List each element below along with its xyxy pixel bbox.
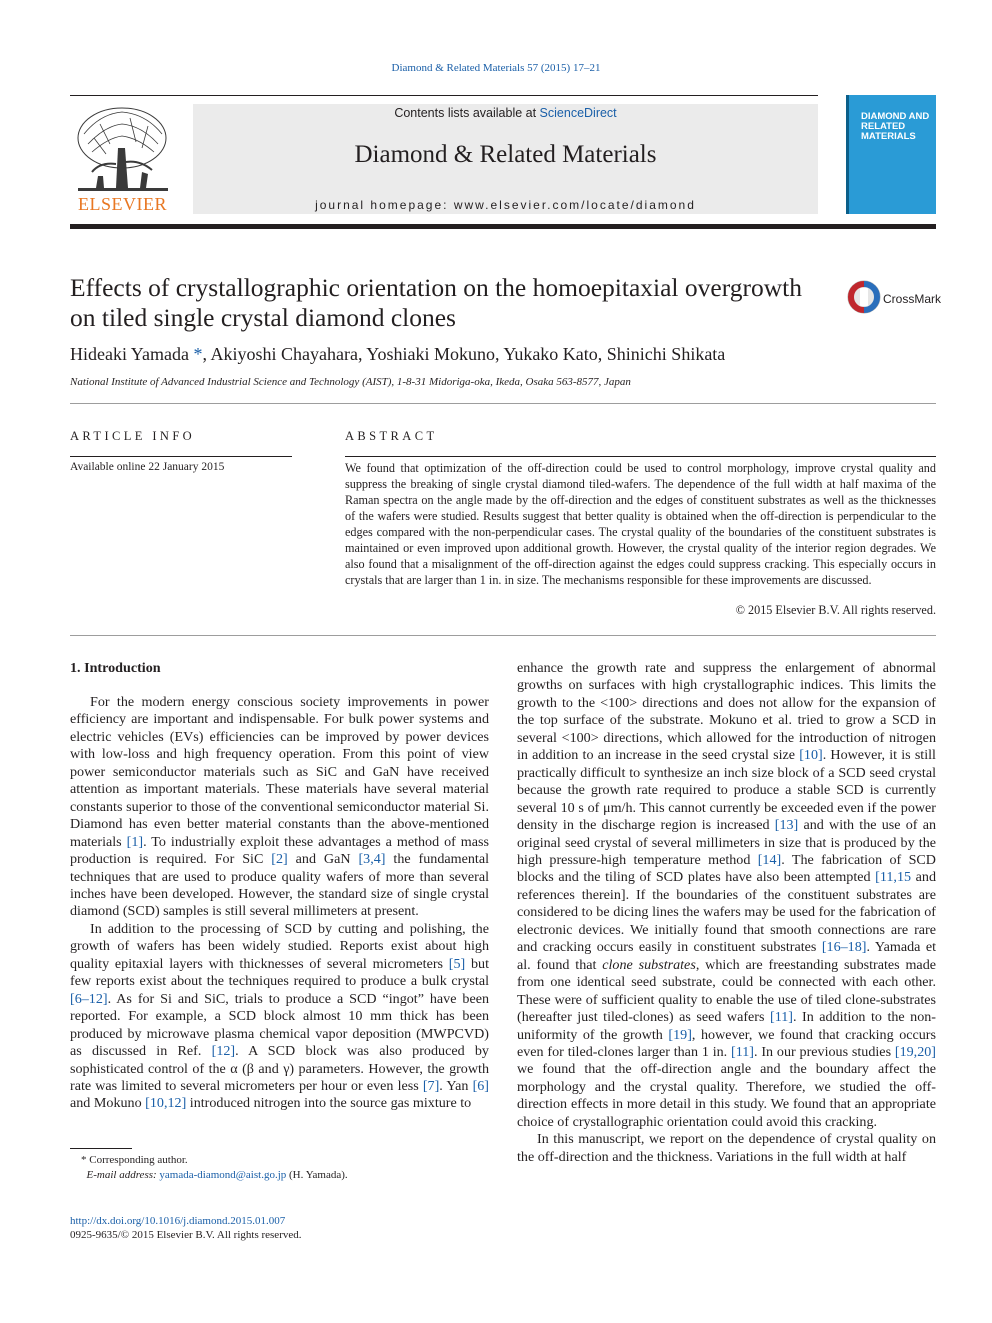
header-top-rule	[70, 95, 818, 96]
citation-link[interactable]: [6–12]	[70, 990, 108, 1007]
paragraph-3: enhance the growth rate and suppress the enlargement of abnormal growths on surfaces with high crystallographic indices. This limits the growth to the <100> directions and does not allow for the expansion of the top surface of the substrate. Mokuno et al. tried to grow a SCD in several <100> directions, which allowed for the introduction of nitrogen in addition to an increase in the seed crystal size [10]. However, it is still practically difficult to synthesize an inch size block of a SCD seed crystal because the growth rate required to produce a stable SCD is currently several 10 s of μm/h. This cannot currently be exceeded even if the power density in the discharge region is increased [13] and with the use of an original seed crystal of several millimeters in size that is produced by the high pressure-high temperature method [14]. The fabrication of SCD blocks and the tiling of SCD plates have also been attempted [11,15 and references therein]. If the boundaries of the constituent substrates are considered to be dicing lines the wafers may be used for the fabrication of electronic devices. We initially found that smooth connections are rare and cracking occurs easily in constituent substrates [16–18]. Yamada et al. found that clone substrates, which are freestanding substrates made from one identical seed substrate, could be connected with each other. These were of sufficient quality to enable the use of tiled clone-substrates (hereafter just tiled-clones) as seed wafers [11]. In addition to the non-uniformity of the growth [19], however, we found that cracking occurs even for tiled-clones larger than 1 in. [11]. In our previous studies [19,20] we found that the off-direction angle and the boundary affect the morphology and the crystal quality. Therefore, we studied the off-direction effects in more detail in this study. We found that an appropriate choice of crystallographic orientation could avoid this cracking.	[517, 660, 937, 1130]
citation-link[interactable]: [13]	[774, 817, 799, 834]
citation-link[interactable]: [11]	[770, 1009, 793, 1026]
issn-copyright: 0925-9635/© 2015 Elsevier B.V. All rights reserved.	[70, 1229, 302, 1241]
header-thick-rule	[70, 224, 936, 229]
citation-link[interactable]: [14]	[757, 851, 782, 868]
journal-title[interactable]: Diamond & Related Materials	[354, 141, 657, 168]
footnote-rule	[70, 1148, 132, 1149]
article-title: Effects of crystallographic orientation on the homoepitaxial overgrowth on tiled single crystal diamond clones	[70, 273, 802, 332]
journal-reference[interactable]: Diamond & Related Materials 57 (2015) 17–21	[391, 62, 601, 74]
article-info-heading: ARTICLE INFO	[70, 429, 196, 443]
email-link[interactable]: yamada-diamond@aist.go.jp	[159, 1169, 287, 1181]
affiliation: National Institute of Advanced Industrial Science and Technology (AIST), 1-8-31 Midoriga-oka, Ikeda, Osaka 563-8577, Japan	[70, 376, 631, 388]
journal-homepage[interactable]: journal homepage: www.elsevier.com/locate/diamond	[315, 198, 696, 212]
paragraph-4: In this manuscript, we report on the dependence of crystal quality on the off-direction and the thickness. Variations in the full width at half	[517, 1131, 936, 1165]
elsevier-wordmark: ELSEVIER	[78, 194, 167, 214]
author-list: Hideaki Yamada *, Akiyoshi Chayahara, Yoshiaki Mokuno, Yukako Kato, Shinichi Shikata	[70, 344, 726, 364]
paragraph-2: In addition to the processing of SCD by cutting and polishing, the growth of wafers has been widely studied. Reports exist about high quality epitaxial layers with thicknesses of several micrometers [5] but few reports exist about the techniques required to produce a bulk crystal [6–12]. As for Si and SiC, trials to produce a SCD “ingot” have been reported. For example, a SCD block almost 10 mm thick has been produced by microwave plasma chemical vapor deposition (MWPCVD) as discussed in Ref. [12]. A SCD block was also produced by sophisticated control of the α (β and γ) parameters. However, the growth rate was limited to several micrometers per hour or even less [7]. Yan [6] and Mokuno [10,12] introduced nitrogen into the source gas mixture to	[70, 920, 489, 1112]
paragraph-1: For the modern energy conscious society improvements in power efficiency are important and indispensable. For bulk power systems and electric vehicles (EVs) efficiencies can be improved by power devices with low-loss and high frequency operation. From this point of view power semiconductor materials such as SiC and GaN have received attention as important materials. These materials have several material constants superior to those of the conventional semiconductor material Si. Diamond has even better material constants than the above-mentioned materials [1]. To industrially exploit these advantages a method of mass production is required. For SiC [2] and GaN [3,4] the fundamental techniques that are used to produce quality wafers of more than several inches have been developed. However, the standard size of single crystal diamond (SCD) samples is still several millimeters at present.	[70, 694, 489, 920]
citation-link[interactable]: [11]	[731, 1043, 754, 1060]
citation-link[interactable]: [10,12]	[145, 1095, 187, 1112]
contents-line: Contents lists available at ScienceDirect	[394, 106, 617, 120]
citation-link[interactable]: [16–18]	[821, 939, 867, 956]
cover-title-text: DIAMOND AND RELATED MATERIALS	[861, 111, 930, 142]
citation-link[interactable]: [12]	[211, 1043, 236, 1060]
abstract-heading: ABSTRACT	[345, 429, 438, 443]
citation-link[interactable]: [3,4]	[358, 851, 386, 868]
affiliation-rule	[70, 403, 936, 404]
sciencedirect-link[interactable]: ScienceDirect	[539, 106, 617, 120]
abstract-text: We found that optimization of the off-direction could be used to control morphology, improve crystal quality and suppress the breaking of single crystal diamond tiled-wafers. The dependence of the full width at half maxima of the Raman spectra on the angle made by the off-direction and the edges of constituent substrates as well as the thicknesses of the wafers were studied. Results suggest that better quality is obtained when the off-direction is perpendicular to the edges compared with the non-perpendicular cases. The crystal quality of the boundaries of the constituent substrates is maintained or even improved upon additional growth. However, the crystal quality of the interior region degrades. We also found that a misalignment of the off-direction against the edges could suppress cracking. This especially occurs in crystals that are larger than 1 in. in size. The mechanisms responsible for these improvements are discussed.	[345, 461, 936, 588]
citation-link[interactable]: [1]	[126, 833, 144, 850]
citation-link[interactable]: [5]	[448, 955, 466, 972]
email-footnote: E-mail address: yamada-diamond@aist.go.jp (H. Yamada).	[86, 1169, 348, 1181]
citation-link[interactable]: [2]	[271, 851, 288, 868]
citation-link[interactable]: [10]	[799, 747, 823, 764]
section-heading-introduction: 1. Introduction	[70, 660, 161, 676]
abstract-rule	[345, 456, 936, 457]
crossmark-icon[interactable]	[846, 279, 882, 315]
corresponding-author-mark[interactable]: *	[193, 344, 203, 364]
corresponding-author-footnote: * Corresponding author.	[81, 1154, 188, 1166]
abstract-copyright: © 2015 Elsevier B.V. All rights reserved.	[735, 603, 936, 617]
citation-link[interactable]: [19,20]	[894, 1043, 936, 1060]
available-online-date: Available online 22 January 2015	[70, 461, 225, 473]
article-info-rule	[70, 456, 292, 457]
citation-link[interactable]: [19]	[668, 1026, 692, 1043]
crossmark-label[interactable]: CrossMark	[883, 292, 942, 306]
citation-link[interactable]: [6]	[472, 1077, 489, 1094]
doi-link[interactable]: http://dx.doi.org/10.1016/j.diamond.2015.01.007	[70, 1215, 286, 1227]
body-rule	[70, 635, 936, 636]
body-column-right	[517, 660, 936, 1166]
citation-link[interactable]: [7]	[422, 1077, 440, 1094]
citation-link[interactable]: [11,15	[875, 869, 912, 886]
cover-spine	[846, 95, 849, 214]
body-column-left	[70, 694, 489, 1113]
